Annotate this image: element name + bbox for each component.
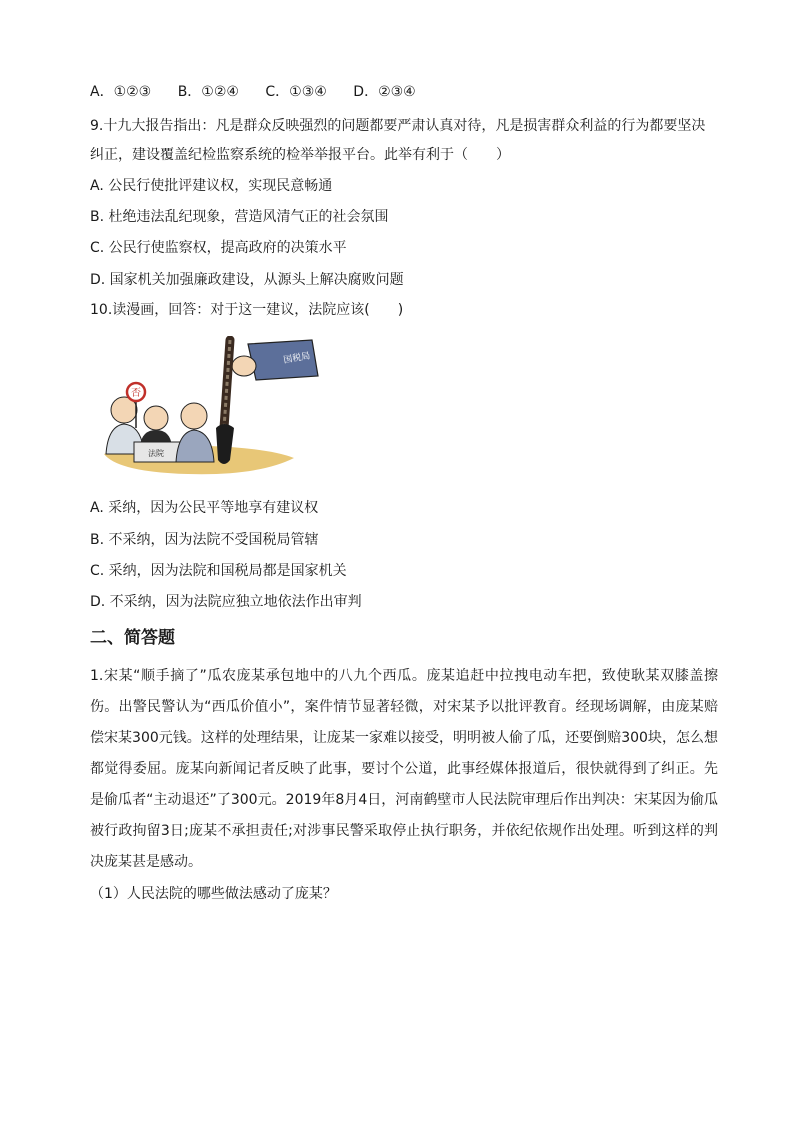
prev-option-b: B．①②④ — [177, 84, 239, 100]
section-title: 二、简答题 — [90, 628, 175, 648]
judge-head — [144, 406, 168, 430]
right-man-head — [181, 403, 207, 429]
q9-option-d: D. 国家机关加强廉政建设，从源头上解决腐败问题 — [90, 272, 404, 288]
sub-question-1: （1）人民法院的哪些做法感动了庞某？ — [90, 886, 337, 902]
q9-stem-line2: 纠正，建设覆盖纪检监察系统的检举举报平台。此举有利于（ ） — [90, 147, 510, 163]
prev-option-d: D．②③④ — [353, 84, 416, 100]
case-paragraph: 1.宋某“顺手摘了”瓜农庞某承包地中的八九个西瓜。庞某追赶中拉拽电动车把，致使耿某双膝盖擦伤。出警民警认为“西瓜价值小”，案件情节显著轻微，对宋某予以批评教育。经现场调解，由庞某赔偿宋某300元钱。这样的处理结果，让庞某一家难以接受，明明被人偷了瓜，还要倒赔300块，怎么想都觉得委屈。庞某向新闻记者反映了此事，要讨个公道，此事经媒体报道后，很快就得到了纠正。先是偷瓜者“主动退还”了300元。2019年8月4日，河南鹤壁市人民法院审理后作出判决：宋某因为偷瓜被行政拘留3日;庞某不承担责任;对涉事民警采取停止执行职务，并依纪依规作出处理。听到这样的判决庞某甚是感动。 — [90, 668, 718, 870]
hand-shape — [232, 356, 256, 376]
desk-label: 法院 — [148, 449, 164, 458]
right-man-body — [176, 430, 214, 462]
q10-stem: 10.读漫画，回答：对于这一建议，法院应该( ) — [90, 302, 404, 318]
sleeve-label: 国税局 — [282, 351, 312, 366]
cartoon-image — [98, 336, 320, 476]
q9-option-b: B. 杜绝违法乱纪现象，营造风清气正的社会氛围 — [90, 209, 389, 225]
q10-option-a: A. 采纳，因为公民平等地享有建议权 — [90, 500, 319, 516]
q10-option-b: B. 不采纳，因为法院不受国税局管辖 — [90, 532, 319, 548]
prev-option-c: C．①③④ — [265, 84, 327, 100]
q9-option-a: A. 公民行使批评建议权，实现民意畅通 — [90, 178, 333, 194]
q9-option-c: C. 公民行使监察权，提高政府的决策水平 — [90, 240, 347, 256]
q10-option-c: C. 采纳，因为法院和国税局都是国家机关 — [90, 563, 347, 579]
q10-option-d: D. 不采纳，因为法院应独立地依法作出审判 — [90, 594, 362, 610]
prev-question-options — [90, 82, 720, 102]
prev-option-a: A．①②③ — [90, 84, 152, 100]
q9-stem-line1: 9.十九大报告指出：凡是群众反映强烈的问题都要严肃认真对待，凡是损害群众利益的行为都要坚决 — [90, 118, 706, 134]
sign-label: 否 — [131, 388, 141, 399]
